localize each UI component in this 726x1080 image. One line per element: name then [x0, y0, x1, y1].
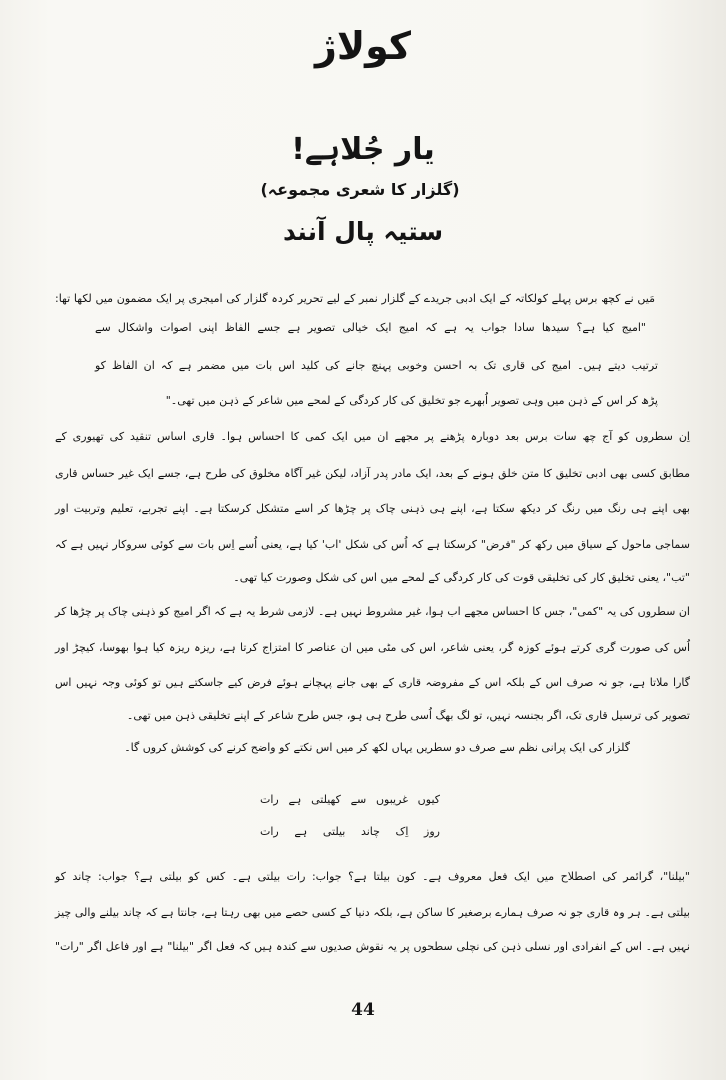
text-line	[55, 494, 690, 524]
quote-line-content: ترتیب دیتے ہیں۔ امیج کی قاری تک بہ احسن وخوبی پہنچ جانے کی کلید اس بات میں مضمر ہے کہ ان الفاظ کو	[95, 359, 658, 372]
text-line	[55, 422, 690, 452]
text-line-content: بھی اپنے ہی رنگ میں رنگ کر دیکھ سکتا ہے، اپنے ہی ذہنی چاک پر چڑھا کر اسے متشکل کرسکتا ہے۔ اپنے تجربے، تعلیم وتربیت اور	[55, 502, 690, 515]
text-line	[55, 701, 690, 731]
text-line	[55, 898, 690, 928]
poem-line	[0, 785, 700, 815]
poem-line	[0, 817, 700, 847]
quote-line	[95, 351, 658, 381]
poem-line-content: کیوں غریبوں سے کھیلتی ہے رات	[260, 793, 440, 806]
quote-line	[95, 313, 646, 343]
text-line-content: بیلتی ہے۔ ہر وہ قاری جو نہ صرف ہمارے برصغیر کا ساکن ہے، بلکہ دنیا کے کسی حصے میں بھی رہتا ہے، جانتا ہے کہ چاند بیلنے والی چیز	[55, 906, 690, 919]
magazine-logo: کولاژ	[314, 24, 412, 68]
text-line-content: اِن سطروں کو آج چھ سات برس بعد دوبارہ پڑھنے پر مجھے ان میں ایک کمی کا احساس ہوا۔ قاری اساس تنقید کی تھیوری کے	[55, 430, 690, 443]
article-title: یار جُلاہے!	[291, 132, 435, 167]
text-line-content: سماجی ماحول کے سیاق میں رکھ کر "فرض" کرسکتا ہے کہ اُس کی شکل 'اب' کیا ہے، یعنی اُسے اِس بات سے کوئی سروکار نہیں ہے کہ	[55, 538, 690, 551]
quote-line	[95, 386, 658, 416]
text-line-content: "تب"، یعنی تخلیق کار کی تخلیقی قوت کی کار کردگی کے لمحے میں اس کی شکل وصورت کیا تھی۔	[233, 571, 690, 584]
text-line-content: "بیلنا"، گرائمر کی اصطلاح میں ایک فعل معروف ہے۔ کون بیلتا ہے؟ جواب: رات بیلتی ہے۔ کس کو بیلتی ہے؟ جواب: چاند کو	[55, 870, 690, 883]
text-line-content: ان سطروں کی یہ "کمی"، جس کا احساس مجھے اب ہوا، غیر مشروط نہیں ہے۔ لازمی شرط یہ ہے کہ اگر امیج کو ذہنی چاک پر چڑھا کر	[55, 605, 690, 618]
quote-line-content: "امیج کیا ہے؟ سیدھا سادا جواب یہ ہے کہ امیج ایک خیالی تصویر ہے جسے الفاظ اپنی اصوات واشکال سے	[95, 321, 646, 334]
text-line-content: مطابق کسی بھی ادبی تخلیق کا متن خلق ہونے کے بعد، ایک مادر پدر آزاد، لیکن غیر آگاہ مخلوق کی طرح ہے، جسے ایک غیر حساس قاری	[55, 467, 690, 480]
text-line	[55, 633, 690, 663]
text-line-content: تصویر کی ترسیل قاری تک، اگر بجنسہ نہیں، تو لگ بھگ اُسی طرح ہی ہو، جس طرح شاعر کے اپنے تخلیقی ذہن میں تھی۔	[126, 709, 690, 722]
text-line	[55, 668, 690, 698]
text-line	[55, 563, 690, 593]
text-line	[55, 597, 690, 627]
text-line	[55, 284, 655, 314]
text-line	[55, 459, 690, 489]
text-line-content: مَیں نے کچھ برس پہلے کولکاتہ کے ایک ادبی جریدے کے گلزار نمبر کے لیے تحریر کردہ گلزار کی امیجری پر ایک مضمون میں لکھا تھا:	[55, 292, 655, 305]
article-subtitle: (گلزار کا شعری مجموعہ)	[260, 180, 460, 199]
text-line	[55, 932, 690, 962]
poem-line-content: روز اِک چاند بیلتی ہے رات	[260, 825, 440, 838]
page-number: 44	[351, 1000, 375, 1020]
text-line-content: گارا ملاتا ہے، جو نہ صرف اس کے بلکہ اس کے مفروضہ قاری کے بھی جانے پہچانے ہوئے فرض کیے جاسکتے ہیں تو کوئی وجہ نہیں اس	[55, 676, 690, 689]
author-name: ستیہ پال آنند	[282, 217, 444, 246]
quote-line-content: پڑھ کر اس کے ذہن میں وہی تصویر اُبھرے جو تخلیق کی کار کردگی کے لمحے میں شاعر کے ذہن میں تھی۔"	[165, 394, 658, 407]
text-line-content: اُس کی صورت گری کرتے ہوئے کوزہ گر، یعنی شاعر، اس کی مٹی میں ان عناصر کا امتزاج کرتا ہے، ریزہ ریزہ کیا ہوا بھوسا، کیچڑ اور	[55, 641, 690, 654]
text-line	[55, 862, 690, 892]
text-line	[55, 733, 630, 763]
text-line-content: گلزار کی ایک پرانی نظم سے صرف دو سطریں یہاں لکھ کر میں اس نکتے کو واضح کرنے کی کوشش کروں گا۔	[124, 741, 630, 754]
text-line-content: نہیں ہے۔ اس کے انفرادی اور نسلی ذہن کی نچلی سطحوں پر یہ نقوش صدیوں سے کندہ ہیں کہ فعل اگر "بیلنا" ہے اور فاعل اگر "رات"	[55, 940, 690, 953]
text-line	[55, 530, 690, 560]
